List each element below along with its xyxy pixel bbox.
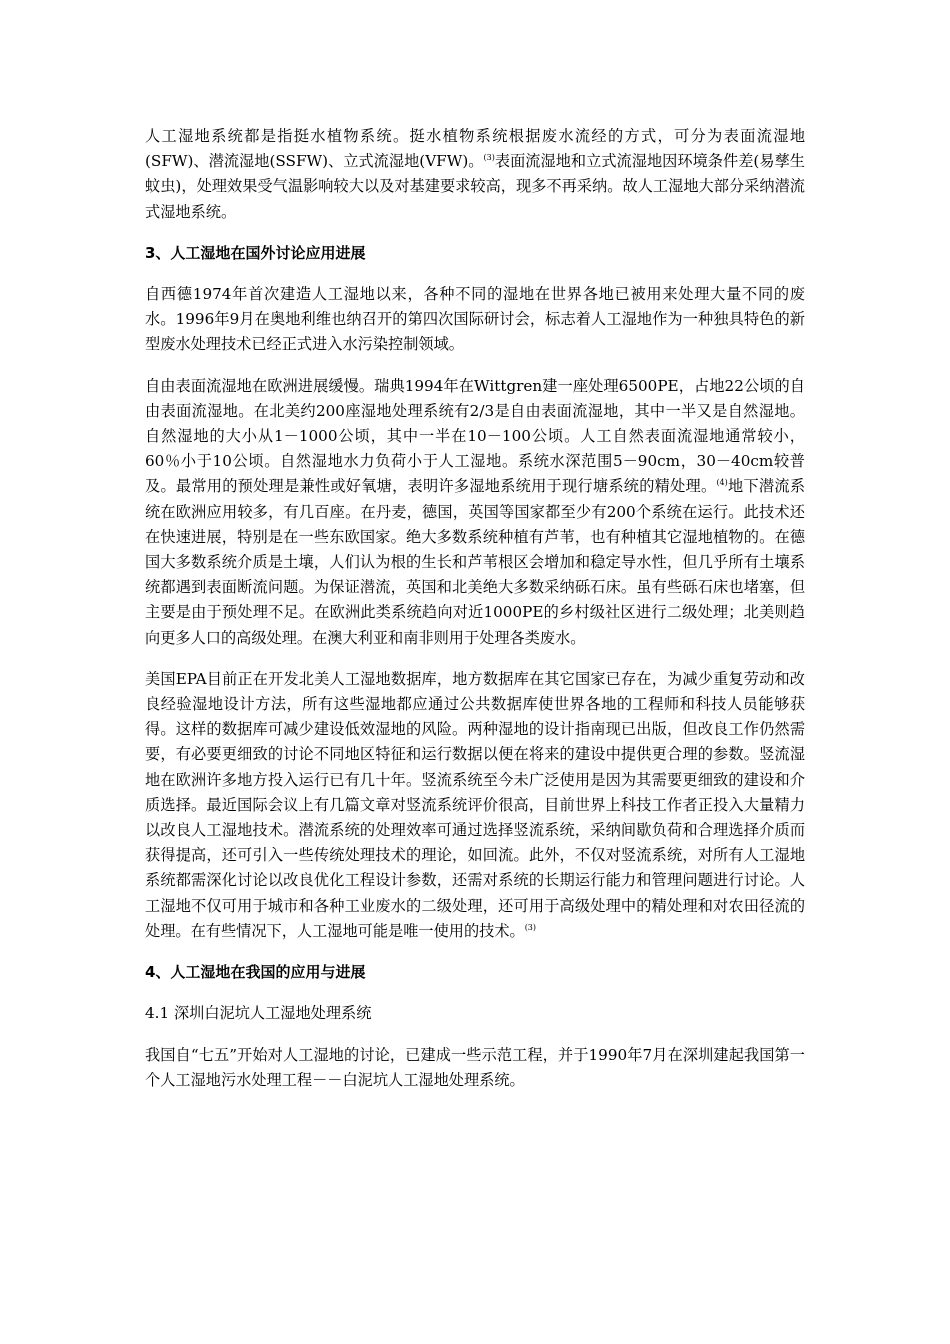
section-heading-4: 4、人工湿地在我国的应用与进展 bbox=[145, 963, 366, 982]
paragraph-history: 自西德1974年首次建造人工湿地以来，各种不同的湿地在世界各地已被用来处理大量不同的废水。1996年9月在奥地利维也纳召开的第四次国际研讨会，标志着人工湿地作为一种独具特色的新型废水处理技术已经正式进入水污染控制领域。 bbox=[145, 285, 805, 354]
citation-ref: (4) bbox=[716, 478, 728, 488]
section-heading-3: 3、人工湿地在国外讨论应用进展 bbox=[145, 243, 366, 262]
paragraph-wetland-types bbox=[145, 124, 805, 225]
paragraph-text: 表面流湿地和立式流湿地因环境条件差(易孳生蚊虫)，处理效果受气温影响较大以及对基建要求较高，现多不再采纳。故人工湿地大部分采纳潜流式湿地系统。 bbox=[145, 152, 805, 221]
citation-ref: (3) bbox=[483, 153, 495, 163]
paragraph-text: 美国EPA目前正在开发北美人工湿地数据库，地方数据库在其它国家已存在，为减少重复劳动和改良经验湿地设计方法，所有这些湿地都应通过公共数据库使世界各地的工程师和科技人员能够获得。这样的数据库可减少建设低效湿地的风险。两种湿地的设计指南现已出版，但改良工作仍然需要，有必要更细致的讨论不同地区特征和运行数据以便在将来的建设中提供更合理的参数。竖流湿地在欧洲许多地方投入运行已有几十年。竖流系统至今未广泛使用是因为其需要更细致的建设和介质选择。最近国际会议上有几篇文章对竖流系统评价很高，目前世界上科技工作者正投入大量精力以改良人工湿地技术。潜流系统的处理效率可通过选择竖流系统，采纳间歇负荷和合理选择介质而获得提高，还可引入一些传统处理技术的理论，如回流。此外，不仅对竖流系统，对所有人工湿地系统都需深化讨论以改良优化工程设计参数，还需对系统的长期运行能力和管理问题进行讨论。人工湿地不仅可用于城市和各种工业废水的二级处理，还可用于高级处理中的精处理和对农田径流的处理。在有些情况下，人工湿地可能是唯一使用的技术。 bbox=[145, 669, 805, 940]
document-page bbox=[145, 124, 805, 1109]
paragraph-europe bbox=[145, 374, 805, 651]
paragraph-text: 地下潜流系统在欧洲应用较多，有几百座。在丹麦，德国，英国等国家都至少有200个系统在运行。此技术还在快速进展，特别是在一些东欧国家。绝大多数系统种植有芦苇，也有种植其它湿地植物的。在德国大多数系统介质是土壤，人们认为根的生长和芦苇根区会增加和稳定导水性，但几乎所有土壤系统都遇到表面断流问题。为保证潜流，英国和北美绝大多数采纳砾石床。虽有些砾石床也堵塞，但主要是由于预处理不足。在欧洲此类系统趋向对近1000PE的乡村级社区进行二级处理；北美则趋向更多人口的高级处理。在澳大利亚和南非则用于处理各类废水。 bbox=[145, 477, 806, 647]
paragraph-text: 自由表面流湿地在欧洲进展缓慢。瑞典1994年在Wittgren建一座处理6500PE，占地22公顷的自由表面流湿地。在北美约200座湿地处理系统有2/3是自由表面流湿地，其中一半又是自然湿地。自然湿地的大小从1－1000公顷，其中一半在10－100公顷。人工自然表面流湿地通常较小，60％小于10公顷。自然湿地水力负荷小于人工湿地。系统水深范围5－90cm，30－40cm较普及。最常用的预处理是兼性或好氧塘，表明许多湿地系统用于现行塘系统的精处理。 bbox=[145, 376, 805, 496]
paragraph-china: 我国自“七五”开始对人工湿地的讨论，已建成一些示范工程，并于1990年7月在深圳建起我国第一个人工湿地污水处理工程－－白泥坑人工湿地处理系统。 bbox=[145, 1045, 805, 1089]
paragraph-usa-epa bbox=[145, 667, 805, 944]
citation-ref: (3) bbox=[524, 922, 537, 932]
subsection-heading-4-1: 4.1 深圳白泥坑人工湿地处理系统 bbox=[145, 1004, 372, 1023]
paragraph-text: 人工湿地系统都是指挺水植物系统。挺水植物系统根据废水流经的方式，可分为表面流湿地(SFW)、潜流湿地(SSFW)、立式流湿地(VFW)。 bbox=[145, 127, 805, 171]
